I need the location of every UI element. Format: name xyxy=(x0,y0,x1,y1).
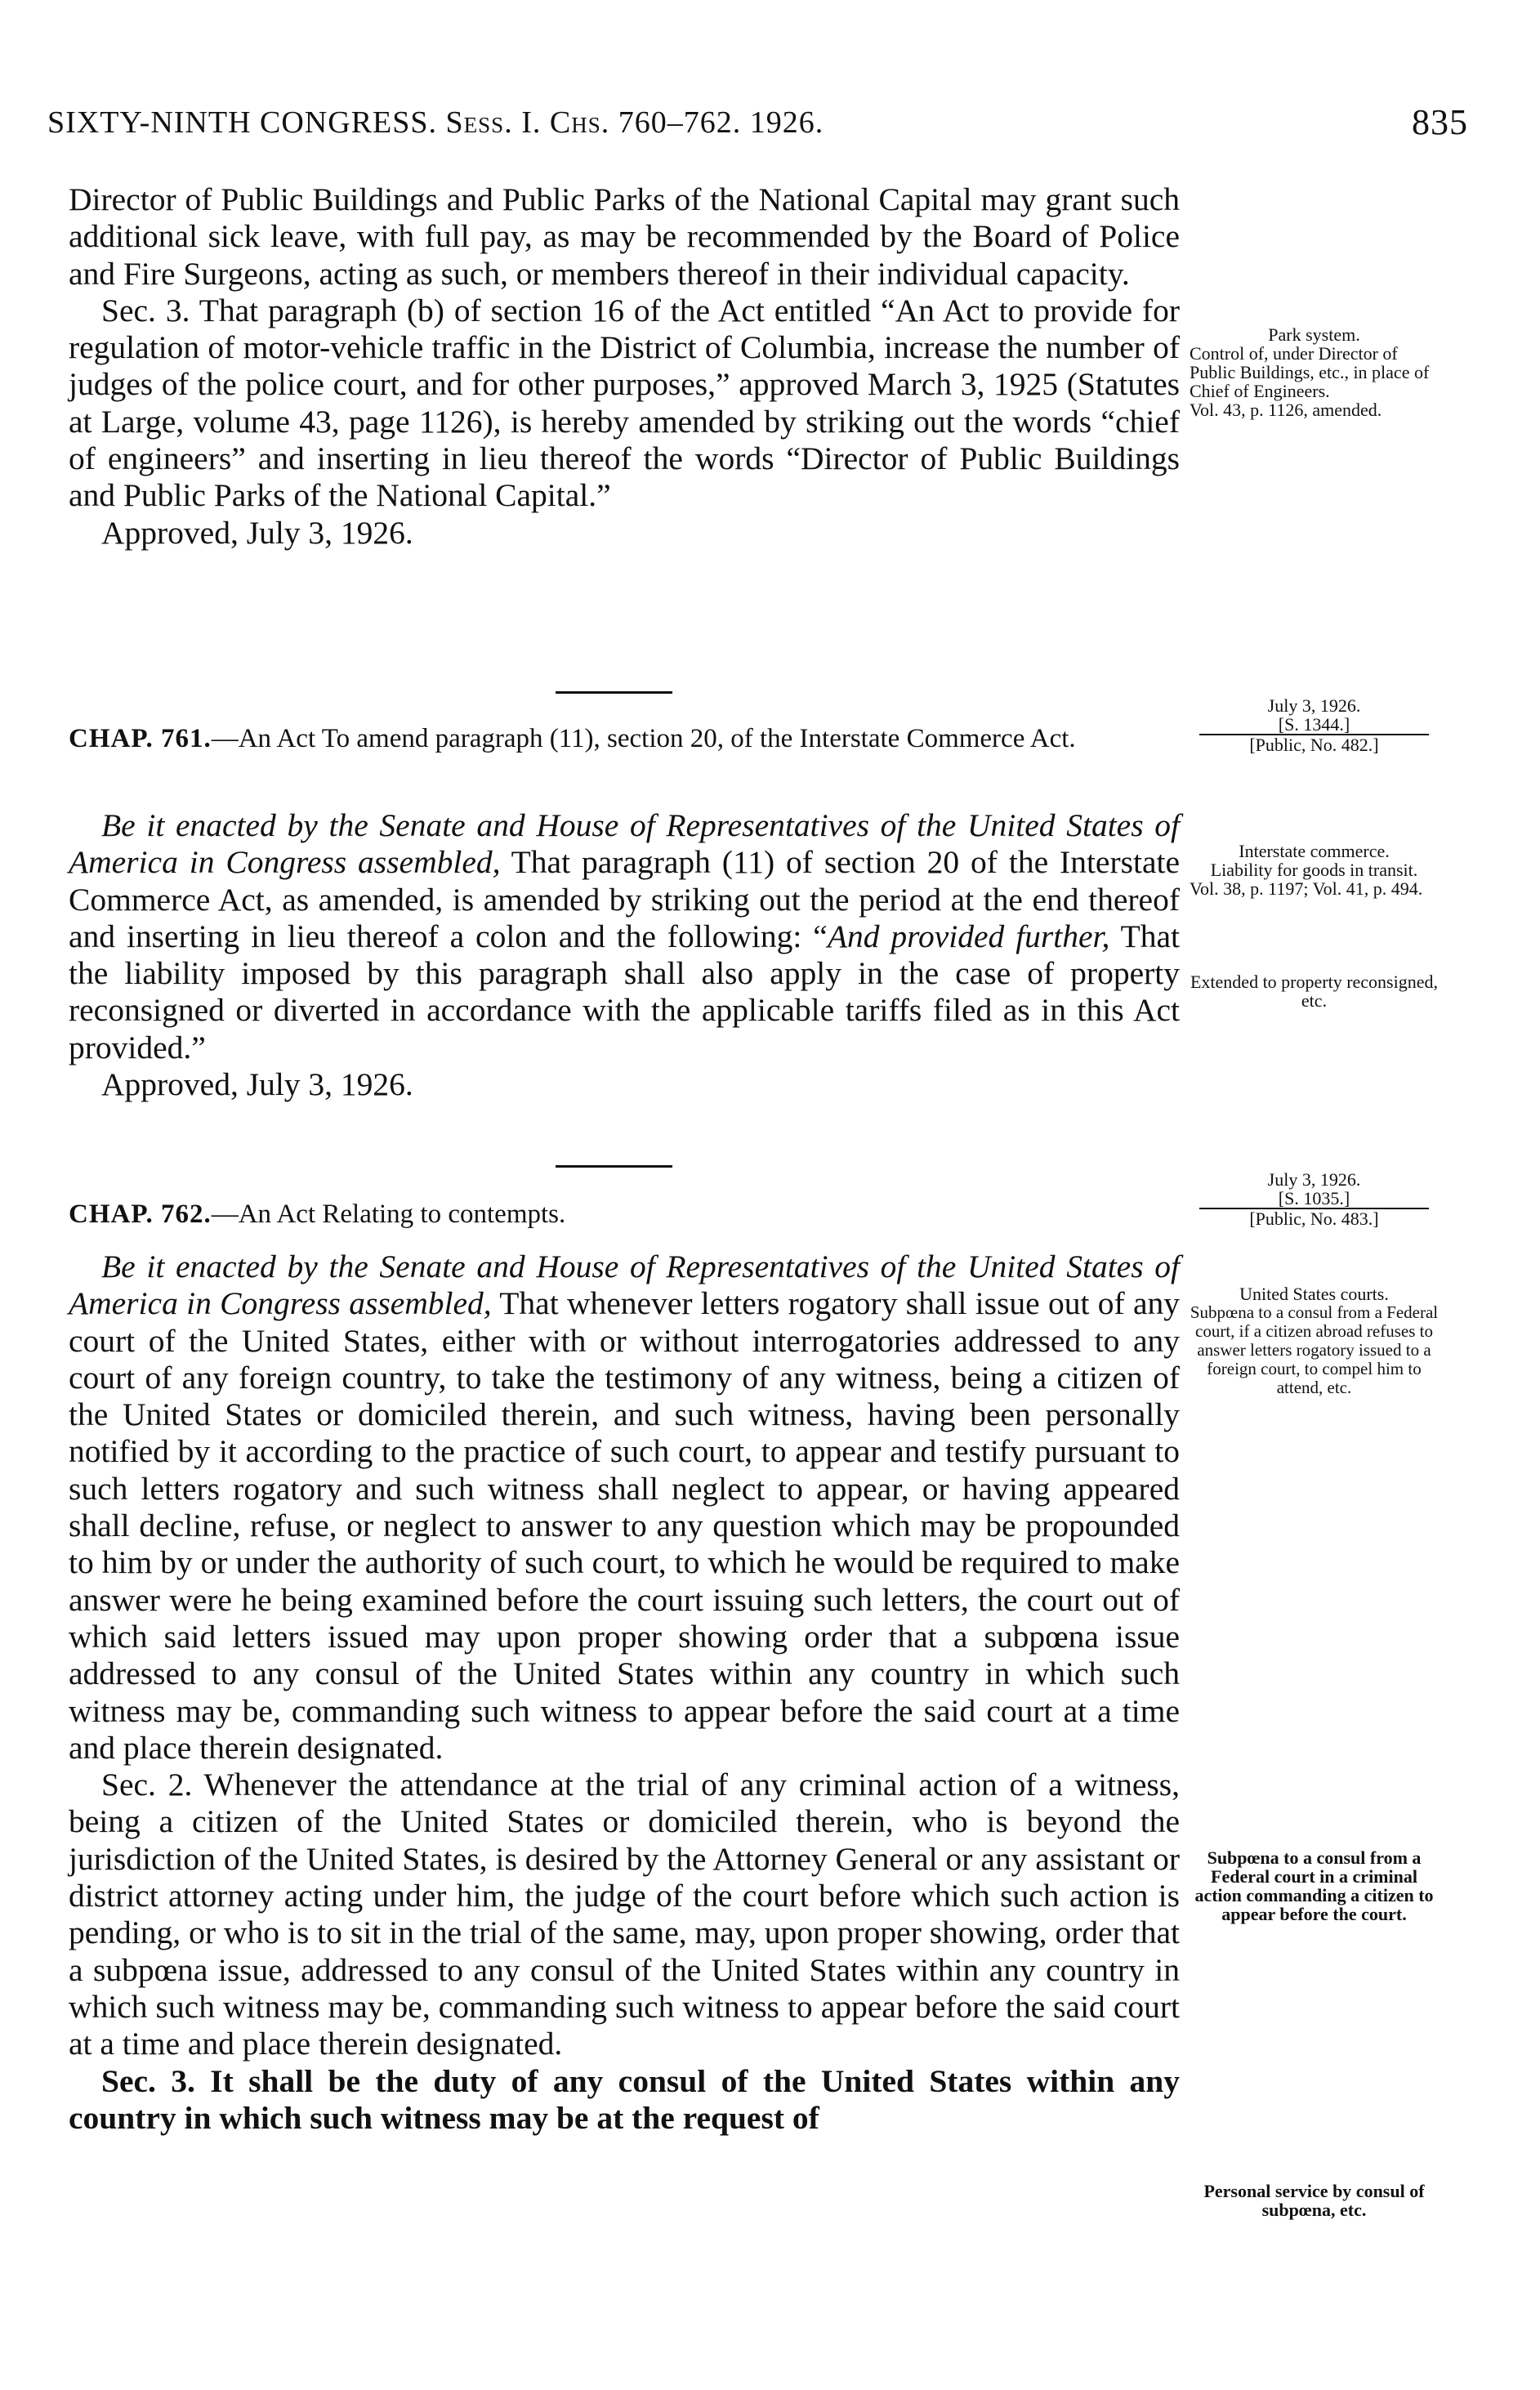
chap761-margin-note-1 xyxy=(1190,842,1439,898)
chap761-enacting-clause: Be it enacted by the Senate and House of Representatives of the United States of America in Congress assembled, xyxy=(69,807,1180,881)
section-divider xyxy=(556,1165,672,1168)
chap760-text xyxy=(69,181,1180,552)
page-number: 835 xyxy=(1412,102,1468,142)
chap762-sec3: Sec. 3. It shall be the duty of any consul of the United States within any country in which such witness may be at the request of xyxy=(69,2062,1180,2136)
chap761-proviso: And provided further, xyxy=(827,918,1110,954)
chap761-approved: Approved, July 3, 1926. xyxy=(101,1066,413,1103)
margin-note-body: Personal service by consul of subpœna, etc. xyxy=(1203,2181,1425,2220)
chap761-margin-note-2 xyxy=(1190,972,1439,1010)
chap762-sec2: Sec. 2. Whenever the attendance at the trial of any criminal action of a witness, being a citizen of the United States or domiciled therein, who is beyond the jurisdiction of the United States, is desired by the Attorney General or any assistant or district attorney acting under him, the judge of the court before which such action is pending, or who is to sit in the trial of the same, may, upon proper showing, order that a subpœna issue, addressed to any consul of the United States within any country in which such witness may be, commanding such witness to appear before the said court at a time and place therein designated. xyxy=(69,1767,1180,2062)
margin-note-title: Interstate commerce. xyxy=(1239,841,1390,861)
chap761-body-1: That paragraph (11) of section 20 of the Interstate Commerce Act, as amended, is amended by striking out the period at the end thereof and inserting in lieu thereof a colon and the following: “ xyxy=(69,844,1180,954)
chap762-enacting-clause: Be it enacted by the Senate and House of Representatives of the United States of America in Congress assembled, xyxy=(69,1249,1180,1322)
chap762-label: CHAP. 762. xyxy=(69,1199,212,1229)
chap761-body xyxy=(69,807,1180,1066)
margin-note-ref: Vol. 43, p. 1126, amended. xyxy=(1190,400,1382,420)
margin-note-body: Control of, under Director of Public Buildings, etc., in place of Chief of Engineers. xyxy=(1190,343,1430,401)
chap762-sec1-body: That whenever letters rogatory shall issue out of any court of the United States, either with or without interrogatories addressed to any court of any foreign country, to take the testimony of any witness, being a citizen of the United States or domiciled therein, and such witness, having been personally notified by it according to the practice of such court, to appear and testify pursuant to such letters rogatory and such witness shall neglect to appear, or having appeared shall decline, refuse, or neglect to answer to any question which may be propounded to him by or under the authority of such court, to which he would be required to make answer were he being examined before the court issuing such letters, the court out of which said letters issued may upon proper showing order that a subpœna issue addressed to any consul of the United States within any country in which such witness may be, commanding such witness to appear before the said court at a time and place therein designated. xyxy=(69,1285,1181,1766)
margin-note-body: Liability for goods in transit. xyxy=(1210,860,1418,880)
chap760-continuation: Director of Public Buildings and Public Parks of the National Capital may grant such additional sick leave, with full pay, as may be recommended by the Board of Police and Fire Surgeons, acting as such, or members thereof in their individual capacity. xyxy=(69,181,1180,292)
chap762-bill: [S. 1035.] xyxy=(1278,1188,1350,1208)
chap762-title: —An Act Relating to contempts. xyxy=(211,1199,566,1229)
header-congress: SIXTY-NINTH CONGRESS. xyxy=(47,105,438,140)
chap762-heading xyxy=(69,1198,1180,1231)
header-session: Sess. I. xyxy=(445,105,542,140)
chap761-text xyxy=(69,807,1180,1103)
chap761-bill: [S. 1344.] xyxy=(1278,714,1350,735)
margin-note-ref: Vol. 38, p. 1197; Vol. 41, p. 494. xyxy=(1190,878,1423,899)
margin-note-title: Park system. xyxy=(1268,324,1360,345)
chap762-text xyxy=(69,1249,1180,2137)
margin-note-body: Extended to property reconsigned, etc. xyxy=(1190,972,1438,1011)
margin-note-title: United States courts. xyxy=(1239,1284,1389,1304)
chap761-title: —An Act To amend paragraph (11), section 20, of the Interstate Commerce Act. xyxy=(211,724,1076,753)
header-chapters: Chs. 760–762. xyxy=(549,105,742,140)
chap760-sec3: Sec. 3. That paragraph (b) of section 16 of the Act entitled “An Act to provide for regulation of motor-vehicle traffic in the District of Columbia, increase the number of judges of the police court, and for other purposes,” approved March 3, 1925 (Statutes at Large, volume 43, page 1126), is hereby amended by striking out the words “chief of engineers” and inserting in lieu thereof the words “Director of Public Buildings and Public Parks of the National Capital.” xyxy=(69,292,1180,514)
chap762-date-block xyxy=(1190,1170,1439,1228)
chap761-heading xyxy=(69,722,1180,755)
chap761-label: CHAP. 761. xyxy=(69,724,212,753)
margin-note-body: Subpœna to a consul from a Federal court in a criminal action commanding a citizen to appear before the court. xyxy=(1194,1847,1434,1924)
running-header xyxy=(47,102,1468,154)
chap762-margin-note-1 xyxy=(1190,1284,1439,1397)
chap760-margin-note xyxy=(1190,325,1439,419)
chap761-body-2: That the liability imposed by this paragraph shall also apply in the case of property reconsigned or diverted in accordance with the applicable tariffs filed as in this Act provided.” xyxy=(69,918,1180,1065)
chap762-sec1 xyxy=(69,1249,1180,1767)
chap761-date: July 3, 1926. xyxy=(1267,695,1361,716)
margin-note-body: Subpœna to a consul from a Federal court, if a citizen abroad refuses to answer letters rogatory issued to a foreign court, to compel him to attend, etc. xyxy=(1190,1302,1439,1397)
chap761-public-law: [Public, No. 482.] xyxy=(1199,734,1429,754)
chap762-margin-note-3 xyxy=(1190,2182,1439,2219)
header-year: 1926. xyxy=(749,105,824,140)
chap762-margin-note-2 xyxy=(1190,1848,1439,1923)
section-divider xyxy=(556,691,672,694)
chap762-public-law: [Public, No. 483.] xyxy=(1199,1208,1429,1228)
chap760-approved: Approved, July 3, 1926. xyxy=(101,514,413,551)
chap761-date-block xyxy=(1190,696,1439,754)
chap762-date: July 3, 1926. xyxy=(1267,1169,1361,1190)
running-title xyxy=(47,105,824,141)
